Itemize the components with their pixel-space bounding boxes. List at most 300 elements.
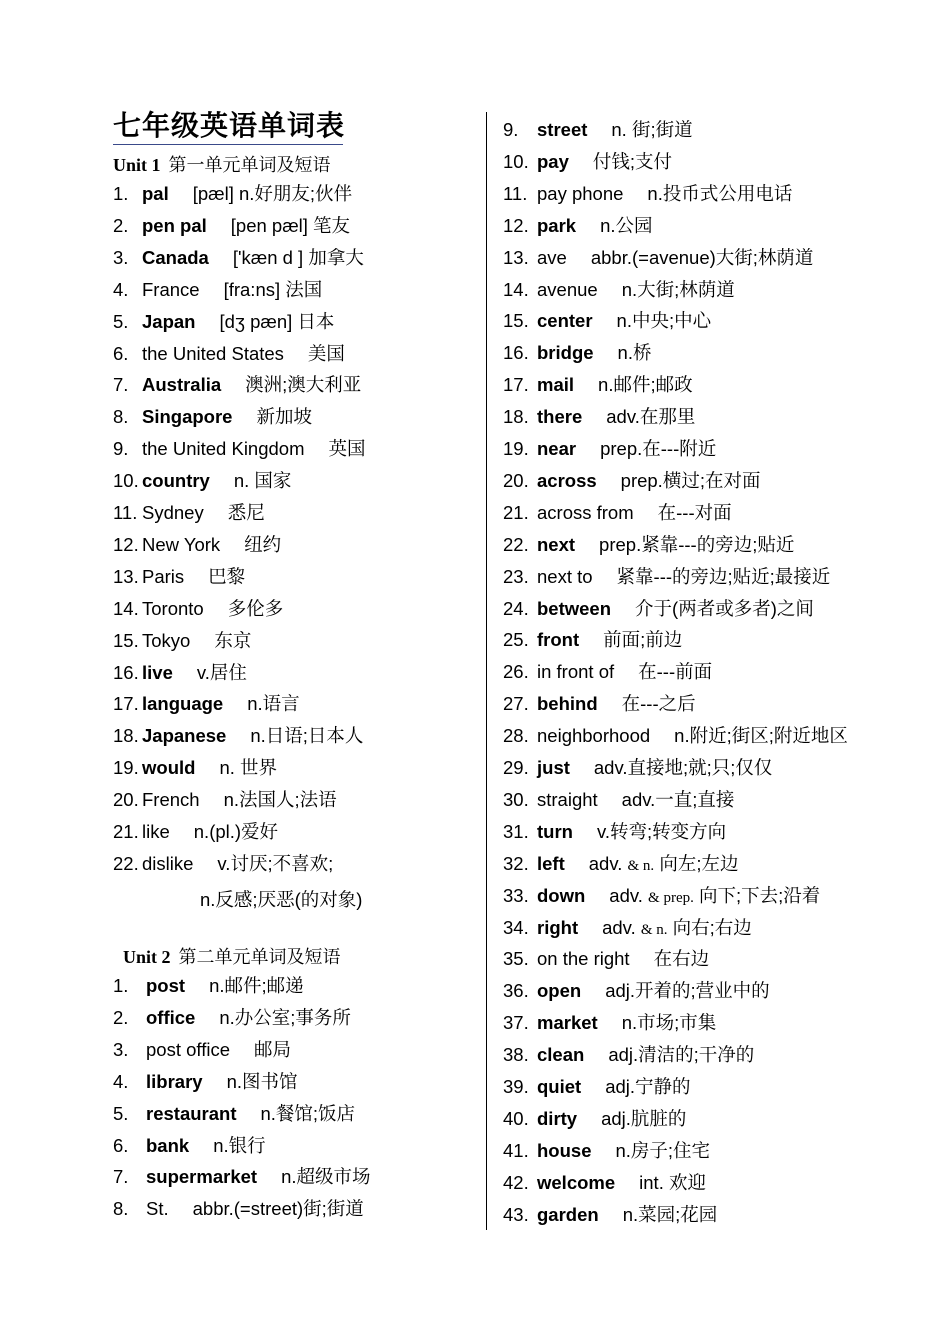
entry-word: New York bbox=[142, 533, 221, 555]
definition-text: 向右;右边 bbox=[672, 916, 752, 938]
entry-definition bbox=[602, 917, 752, 941]
word-entry bbox=[113, 975, 304, 997]
word-entry bbox=[113, 374, 361, 396]
entry-number: 3. bbox=[113, 246, 129, 268]
entry-word: Singapore bbox=[142, 406, 233, 428]
word-entry bbox=[113, 853, 333, 875]
unit-2-heading bbox=[123, 943, 341, 969]
entry-definition bbox=[219, 1007, 351, 1029]
entry-definition bbox=[197, 662, 247, 684]
entry-word: Japanese bbox=[142, 725, 227, 747]
definition-text: n.投币式公用电话 bbox=[647, 182, 793, 204]
word-entry bbox=[503, 789, 734, 811]
word-entry bbox=[503, 693, 696, 715]
unit-label: Unit 1 bbox=[113, 155, 161, 175]
entry-definition bbox=[591, 247, 814, 269]
entry-definition bbox=[623, 1204, 718, 1226]
entry-definition bbox=[605, 1076, 690, 1098]
entry-word: post bbox=[146, 975, 186, 996]
definition-text: adv. bbox=[609, 884, 643, 906]
entry-word: next bbox=[537, 533, 576, 555]
entry-definition bbox=[638, 661, 712, 683]
entry-number: 20. bbox=[113, 789, 139, 811]
word-entry bbox=[113, 279, 322, 301]
entry-word: front bbox=[537, 629, 580, 651]
entry-definition bbox=[234, 470, 292, 492]
entry-definition bbox=[194, 821, 278, 843]
word-entry bbox=[113, 1135, 266, 1157]
definition-text: [dʒ pæn] 日本 bbox=[219, 310, 335, 332]
definition-text: v.居住 bbox=[196, 661, 247, 683]
entry-definition bbox=[608, 1044, 754, 1066]
definition-text: 在---前面 bbox=[638, 661, 713, 683]
word-entry bbox=[113, 311, 334, 333]
entry-definition bbox=[256, 406, 312, 428]
definition-text: adj.肮脏的 bbox=[601, 1107, 687, 1129]
entry-number: 11. bbox=[113, 502, 138, 523]
entry-number: 20. bbox=[503, 469, 529, 491]
definition-text: 在---对面 bbox=[657, 501, 732, 523]
page-title: 七年级英语单词表 bbox=[113, 109, 346, 142]
entry-definition bbox=[245, 374, 361, 396]
word-entry bbox=[503, 1140, 710, 1162]
entry-number: 40. bbox=[503, 1107, 529, 1129]
entry-word: Sydney bbox=[142, 502, 204, 523]
word-entry bbox=[503, 1172, 706, 1194]
word-entry bbox=[503, 151, 672, 173]
entry-number: 12. bbox=[113, 533, 139, 555]
entry-number: 25. bbox=[503, 629, 529, 651]
word-entry bbox=[503, 502, 732, 524]
entry-number: 35. bbox=[503, 948, 529, 970]
entry-number: 4. bbox=[113, 278, 129, 300]
word-entry bbox=[503, 1012, 716, 1034]
definition-text: n.图书馆 bbox=[226, 1070, 298, 1092]
entry-number: 10. bbox=[503, 150, 529, 172]
entry-word: across bbox=[537, 469, 597, 491]
entry-definition bbox=[603, 629, 682, 651]
word-entry bbox=[113, 630, 251, 652]
part-of-speech-note: & prep. bbox=[648, 889, 694, 906]
word-entry bbox=[113, 598, 283, 620]
entry-definition bbox=[233, 247, 364, 269]
entry-word: library bbox=[146, 1070, 203, 1092]
entry-number: 24. bbox=[503, 597, 529, 619]
entry-definition bbox=[605, 980, 769, 1002]
definition-text: n.菜园;花园 bbox=[622, 1203, 718, 1225]
word-entry bbox=[503, 534, 794, 556]
word-entry bbox=[503, 885, 820, 909]
definition-text: n.超级市场 bbox=[281, 1166, 371, 1188]
definition-text: adv. bbox=[602, 916, 636, 938]
definition-text: 澳洲;澳大利亚 bbox=[245, 374, 362, 396]
definition-text: n. 街;街道 bbox=[611, 119, 693, 140]
entry-definition bbox=[618, 342, 652, 364]
entry-number: 5. bbox=[113, 1102, 129, 1124]
word-entry bbox=[113, 534, 281, 556]
entry-number: 11. bbox=[503, 182, 528, 204]
entry-number: 17. bbox=[113, 693, 139, 715]
entry-word: restaurant bbox=[146, 1102, 237, 1124]
word-entry bbox=[113, 247, 364, 269]
definition-text: 新加坡 bbox=[256, 406, 312, 428]
entry-word: welcome bbox=[537, 1171, 616, 1193]
entry-number: 22. bbox=[113, 852, 139, 874]
entry-number: 32. bbox=[503, 852, 529, 874]
word-entry bbox=[503, 725, 848, 747]
word-entry bbox=[503, 629, 682, 651]
word-entry bbox=[503, 661, 712, 683]
entry-number: 18. bbox=[503, 406, 529, 428]
word-entry bbox=[503, 183, 792, 205]
word-entry bbox=[503, 853, 738, 877]
definition-text: adj.清洁的;干净的 bbox=[608, 1044, 755, 1066]
entry-word: bank bbox=[146, 1134, 190, 1156]
entry-number: 19. bbox=[113, 757, 139, 779]
entry-word: France bbox=[142, 278, 200, 300]
entry-number: 38. bbox=[503, 1044, 529, 1066]
word-entry bbox=[503, 279, 735, 301]
entry-number: 13. bbox=[113, 565, 139, 587]
entry-number: 8. bbox=[113, 406, 129, 428]
definition-text: prep.横过;在对面 bbox=[620, 469, 761, 491]
entry-word: pay phone bbox=[537, 182, 624, 204]
definition-text: 向左;左边 bbox=[659, 852, 739, 874]
part-of-speech-note: & n. bbox=[640, 921, 668, 938]
entry-word: Canada bbox=[142, 246, 209, 268]
definition-text: 邮局 bbox=[254, 1038, 292, 1060]
word-entry bbox=[503, 566, 830, 588]
word-entry bbox=[503, 342, 651, 364]
entry-word: dirty bbox=[537, 1107, 578, 1129]
definition-text: adv.在那里 bbox=[606, 406, 696, 428]
entry-definition bbox=[617, 566, 831, 588]
entry-definition bbox=[617, 310, 712, 332]
entry-definition bbox=[329, 438, 366, 460]
definition-text: 巴黎 bbox=[208, 565, 246, 587]
word-entry bbox=[503, 757, 772, 779]
definition-text: n.市场;市集 bbox=[621, 1012, 717, 1034]
entry-word: live bbox=[142, 661, 173, 683]
definition-text: n.日语;日本人 bbox=[250, 725, 364, 747]
entry-definition bbox=[209, 975, 304, 997]
entry-word: clean bbox=[537, 1044, 585, 1066]
word-entry bbox=[503, 406, 695, 428]
definition-text: abbr.(=avenue)大街;林荫道 bbox=[590, 246, 814, 268]
entry-definition bbox=[260, 1103, 355, 1125]
entry-definition bbox=[193, 183, 352, 205]
entry-definition bbox=[231, 215, 350, 237]
definition-text: 多伦多 bbox=[227, 597, 284, 619]
entry-definition bbox=[247, 693, 299, 715]
definition-text: adv. bbox=[588, 852, 623, 874]
entry-word: country bbox=[142, 470, 210, 492]
entry-number: 19. bbox=[503, 438, 529, 459]
definition-text: [pæl] n.好朋友;伙伴 bbox=[192, 183, 353, 204]
entry-word: supermarket bbox=[146, 1166, 258, 1188]
definition-text: 紧靠---的旁边;贴近;最接近 bbox=[616, 565, 831, 587]
entry-definition bbox=[597, 821, 726, 843]
entry-word: house bbox=[537, 1139, 592, 1161]
unit-title: 第二单元单词及短语 bbox=[178, 947, 341, 967]
entry-number: 42. bbox=[503, 1171, 529, 1193]
entry-word: across from bbox=[537, 501, 634, 523]
definition-text: n. 世界 bbox=[219, 757, 278, 779]
entry-word: the United Kingdom bbox=[142, 438, 305, 460]
word-entry bbox=[503, 1108, 686, 1130]
entry-number: 23. bbox=[503, 565, 529, 587]
definition-text: int. 欢迎 bbox=[639, 1171, 706, 1193]
definition-text: abbr.(=street)街;街道 bbox=[192, 1198, 364, 1220]
word-entry bbox=[113, 821, 278, 843]
definition-text: prep.紧靠---的旁边;贴近 bbox=[599, 533, 795, 555]
unit-title: 第一单元单词及短语 bbox=[168, 155, 331, 175]
entry-number: 6. bbox=[113, 342, 129, 364]
entry-word: quiet bbox=[537, 1076, 582, 1097]
entry-word: just bbox=[537, 757, 570, 778]
entry-word: St. bbox=[146, 1198, 169, 1220]
word-entry bbox=[113, 470, 291, 492]
word-entry bbox=[113, 343, 345, 365]
entry-number: 14. bbox=[503, 278, 529, 300]
entry-definition bbox=[600, 215, 652, 237]
entry-word: next to bbox=[537, 565, 593, 587]
entry-number: 37. bbox=[503, 1012, 529, 1034]
definition-text: [fra:ns] 法国 bbox=[223, 278, 323, 300]
definition-text: prep.在---附近 bbox=[600, 438, 717, 459]
definition-text: v.讨厌;不喜欢; bbox=[217, 852, 334, 874]
entry-definition bbox=[281, 1166, 370, 1188]
entry-number: 33. bbox=[503, 884, 529, 906]
entry-word: garden bbox=[537, 1203, 599, 1225]
definition-text: n.大街;林荫道 bbox=[621, 278, 735, 300]
entry-definition bbox=[647, 183, 792, 205]
entry-number: 30. bbox=[503, 788, 529, 810]
entry-number: 27. bbox=[503, 693, 529, 715]
entry-definition bbox=[622, 789, 735, 811]
definition-text: adv.一直;直接 bbox=[621, 788, 735, 810]
entry-number: 1. bbox=[113, 183, 129, 204]
entry-word: like bbox=[142, 821, 170, 842]
entry-number: 16. bbox=[113, 661, 139, 683]
entry-word: bridge bbox=[537, 342, 594, 364]
entry-definition bbox=[674, 725, 848, 747]
entry-definition bbox=[622, 693, 696, 715]
word-entry bbox=[113, 1103, 355, 1125]
entry-word: mail bbox=[537, 374, 575, 396]
definition-text: adj.开着的;营业中的 bbox=[605, 980, 770, 1002]
word-entry bbox=[503, 917, 752, 941]
entry-word: there bbox=[537, 406, 583, 428]
entry-definition bbox=[622, 279, 735, 301]
word-entry bbox=[113, 502, 265, 524]
definition-text: n.房子;住宅 bbox=[615, 1139, 711, 1161]
word-entry bbox=[113, 215, 350, 237]
entry-number: 14. bbox=[113, 597, 139, 619]
entry-definition bbox=[589, 853, 739, 877]
word-entry bbox=[113, 725, 363, 747]
column-divider bbox=[486, 112, 487, 1230]
definition-text: n. 国家 bbox=[233, 470, 292, 492]
entry-word: French bbox=[142, 789, 200, 811]
entry-word: office bbox=[146, 1006, 196, 1028]
entry-number: 1. bbox=[113, 975, 129, 996]
entry-definition bbox=[594, 757, 773, 779]
unit-1-heading bbox=[113, 151, 331, 177]
word-entry bbox=[503, 980, 770, 1002]
entry-word: street bbox=[537, 119, 588, 140]
entry-word: ave bbox=[537, 246, 567, 268]
word-entry bbox=[113, 1071, 298, 1093]
definition-text: n.(pl.)爱好 bbox=[193, 821, 279, 842]
entry-number: 5. bbox=[113, 310, 129, 332]
definition-text: 介于(两者或多者)之间 bbox=[635, 597, 814, 619]
word-entry bbox=[113, 406, 312, 428]
word-entry bbox=[503, 374, 693, 396]
entry-definition bbox=[193, 1198, 364, 1220]
word-entry bbox=[113, 1166, 371, 1188]
entry-word: on the right bbox=[537, 948, 630, 970]
definition-text: n.办公室;事务所 bbox=[219, 1006, 351, 1028]
entry-definition bbox=[622, 1012, 717, 1034]
entry-word: neighborhood bbox=[537, 725, 651, 747]
definition-text: n.公园 bbox=[600, 214, 653, 236]
entry-definition bbox=[601, 1108, 686, 1130]
definition-text: 英国 bbox=[328, 438, 366, 460]
definition-text: n.邮件;邮政 bbox=[598, 374, 693, 396]
entry-definition bbox=[254, 1039, 291, 1061]
entry-word: post office bbox=[146, 1038, 230, 1060]
entry-definition bbox=[217, 853, 333, 875]
entry-definition bbox=[224, 279, 323, 301]
entry-word: pay bbox=[537, 150, 569, 172]
entry-definition bbox=[599, 534, 794, 556]
word-entry bbox=[113, 693, 300, 715]
entry-number: 3. bbox=[113, 1038, 129, 1060]
word-entry bbox=[113, 1007, 351, 1029]
entry-word: Tokyo bbox=[142, 629, 191, 651]
definition-text: n.附近;街区;附近地区 bbox=[674, 725, 848, 747]
entry-definition bbox=[611, 119, 692, 141]
definition-text: n.法国人;法语 bbox=[223, 789, 337, 811]
entry-definition bbox=[244, 534, 281, 556]
entry-number: 41. bbox=[503, 1139, 529, 1161]
entry-word: down bbox=[537, 884, 586, 906]
entry-word: behind bbox=[537, 693, 598, 715]
entry-definition bbox=[228, 598, 284, 620]
entry-number: 15. bbox=[113, 629, 139, 651]
definition-text: ['kæn d ] 加拿大 bbox=[232, 246, 364, 268]
entry-definition bbox=[658, 502, 732, 524]
entry-number: 28. bbox=[503, 725, 529, 747]
entry-number: 12. bbox=[503, 214, 529, 236]
entry-definition bbox=[213, 1135, 265, 1157]
entry-number: 36. bbox=[503, 980, 529, 1002]
entry-number: 16. bbox=[503, 342, 529, 364]
definition-text: 前面;前边 bbox=[603, 629, 683, 651]
entry-word: straight bbox=[537, 788, 598, 810]
entry-definition bbox=[609, 885, 820, 909]
entry-definition bbox=[227, 1071, 298, 1093]
definition-text: 美国 bbox=[307, 342, 345, 364]
entry-number: 21. bbox=[503, 501, 529, 523]
entry-definition bbox=[219, 757, 277, 779]
entry-definition bbox=[208, 566, 245, 588]
word-entry bbox=[503, 1076, 691, 1098]
entry-number: 4. bbox=[113, 1070, 129, 1092]
entry-definition bbox=[250, 725, 363, 747]
word-entry bbox=[113, 1198, 364, 1220]
entry-definition bbox=[214, 630, 251, 652]
entry-definition bbox=[654, 948, 710, 970]
entry-number: 10. bbox=[113, 470, 139, 492]
definition-text: 纽约 bbox=[244, 533, 282, 555]
definition-text: [pen pæl] 笔友 bbox=[230, 214, 351, 236]
entry-definition bbox=[593, 151, 672, 173]
entry-number: 2. bbox=[113, 1006, 129, 1028]
entry-word: left bbox=[537, 852, 565, 874]
word-entry bbox=[503, 438, 716, 460]
word-entry bbox=[113, 757, 277, 779]
word-entry bbox=[113, 566, 245, 588]
part-of-speech-note: & n. bbox=[627, 857, 655, 874]
entry-definition bbox=[635, 598, 814, 620]
entry-number: 26. bbox=[503, 661, 529, 683]
entry-word: market bbox=[537, 1012, 598, 1034]
entry-definition bbox=[600, 438, 716, 460]
definition-text: adv.直接地;就;只;仅仅 bbox=[593, 757, 773, 778]
entry-word: pal bbox=[142, 183, 169, 204]
entry-definition bbox=[224, 789, 337, 811]
word-entry bbox=[503, 247, 813, 269]
word-entry bbox=[503, 1044, 754, 1066]
entry-number: 9. bbox=[113, 438, 129, 460]
definition-text: 向下;下去;沿着 bbox=[699, 884, 821, 906]
entry-number: 18. bbox=[113, 725, 139, 747]
entry-number: 34. bbox=[503, 916, 529, 938]
entry-word: between bbox=[537, 597, 612, 619]
entry-number: 7. bbox=[113, 374, 129, 396]
definition-text: n.桥 bbox=[617, 342, 652, 364]
entry-definition bbox=[598, 374, 693, 396]
entry-definition bbox=[615, 1140, 710, 1162]
entry-word: Paris bbox=[142, 565, 185, 587]
word-entry bbox=[113, 183, 352, 205]
definition-text: n.银行 bbox=[213, 1134, 266, 1156]
entry-number: 43. bbox=[503, 1203, 529, 1225]
entry-number: 7. bbox=[113, 1166, 129, 1188]
word-entry bbox=[503, 119, 693, 141]
entry-word: dislike bbox=[142, 852, 194, 874]
unit-label: Unit 2 bbox=[123, 947, 171, 967]
entry-word: open bbox=[537, 980, 582, 1002]
entry-word: Japan bbox=[142, 310, 196, 332]
definition-text: n.语言 bbox=[247, 693, 300, 715]
word-entry bbox=[503, 310, 711, 332]
entry-definition bbox=[606, 406, 695, 428]
entry-number: 21. bbox=[113, 821, 139, 842]
entry-number: 15. bbox=[503, 310, 529, 332]
definition-text: 在右边 bbox=[653, 948, 710, 970]
title-underline bbox=[113, 144, 343, 145]
entry-number: 8. bbox=[113, 1198, 129, 1220]
definition-text: n.邮件;邮递 bbox=[209, 975, 304, 996]
entry-word: Australia bbox=[142, 374, 222, 396]
definition-text: 在---之后 bbox=[621, 693, 696, 715]
entry-word: turn bbox=[537, 820, 573, 842]
entry-word: would bbox=[142, 757, 196, 779]
word-entry bbox=[113, 438, 366, 460]
